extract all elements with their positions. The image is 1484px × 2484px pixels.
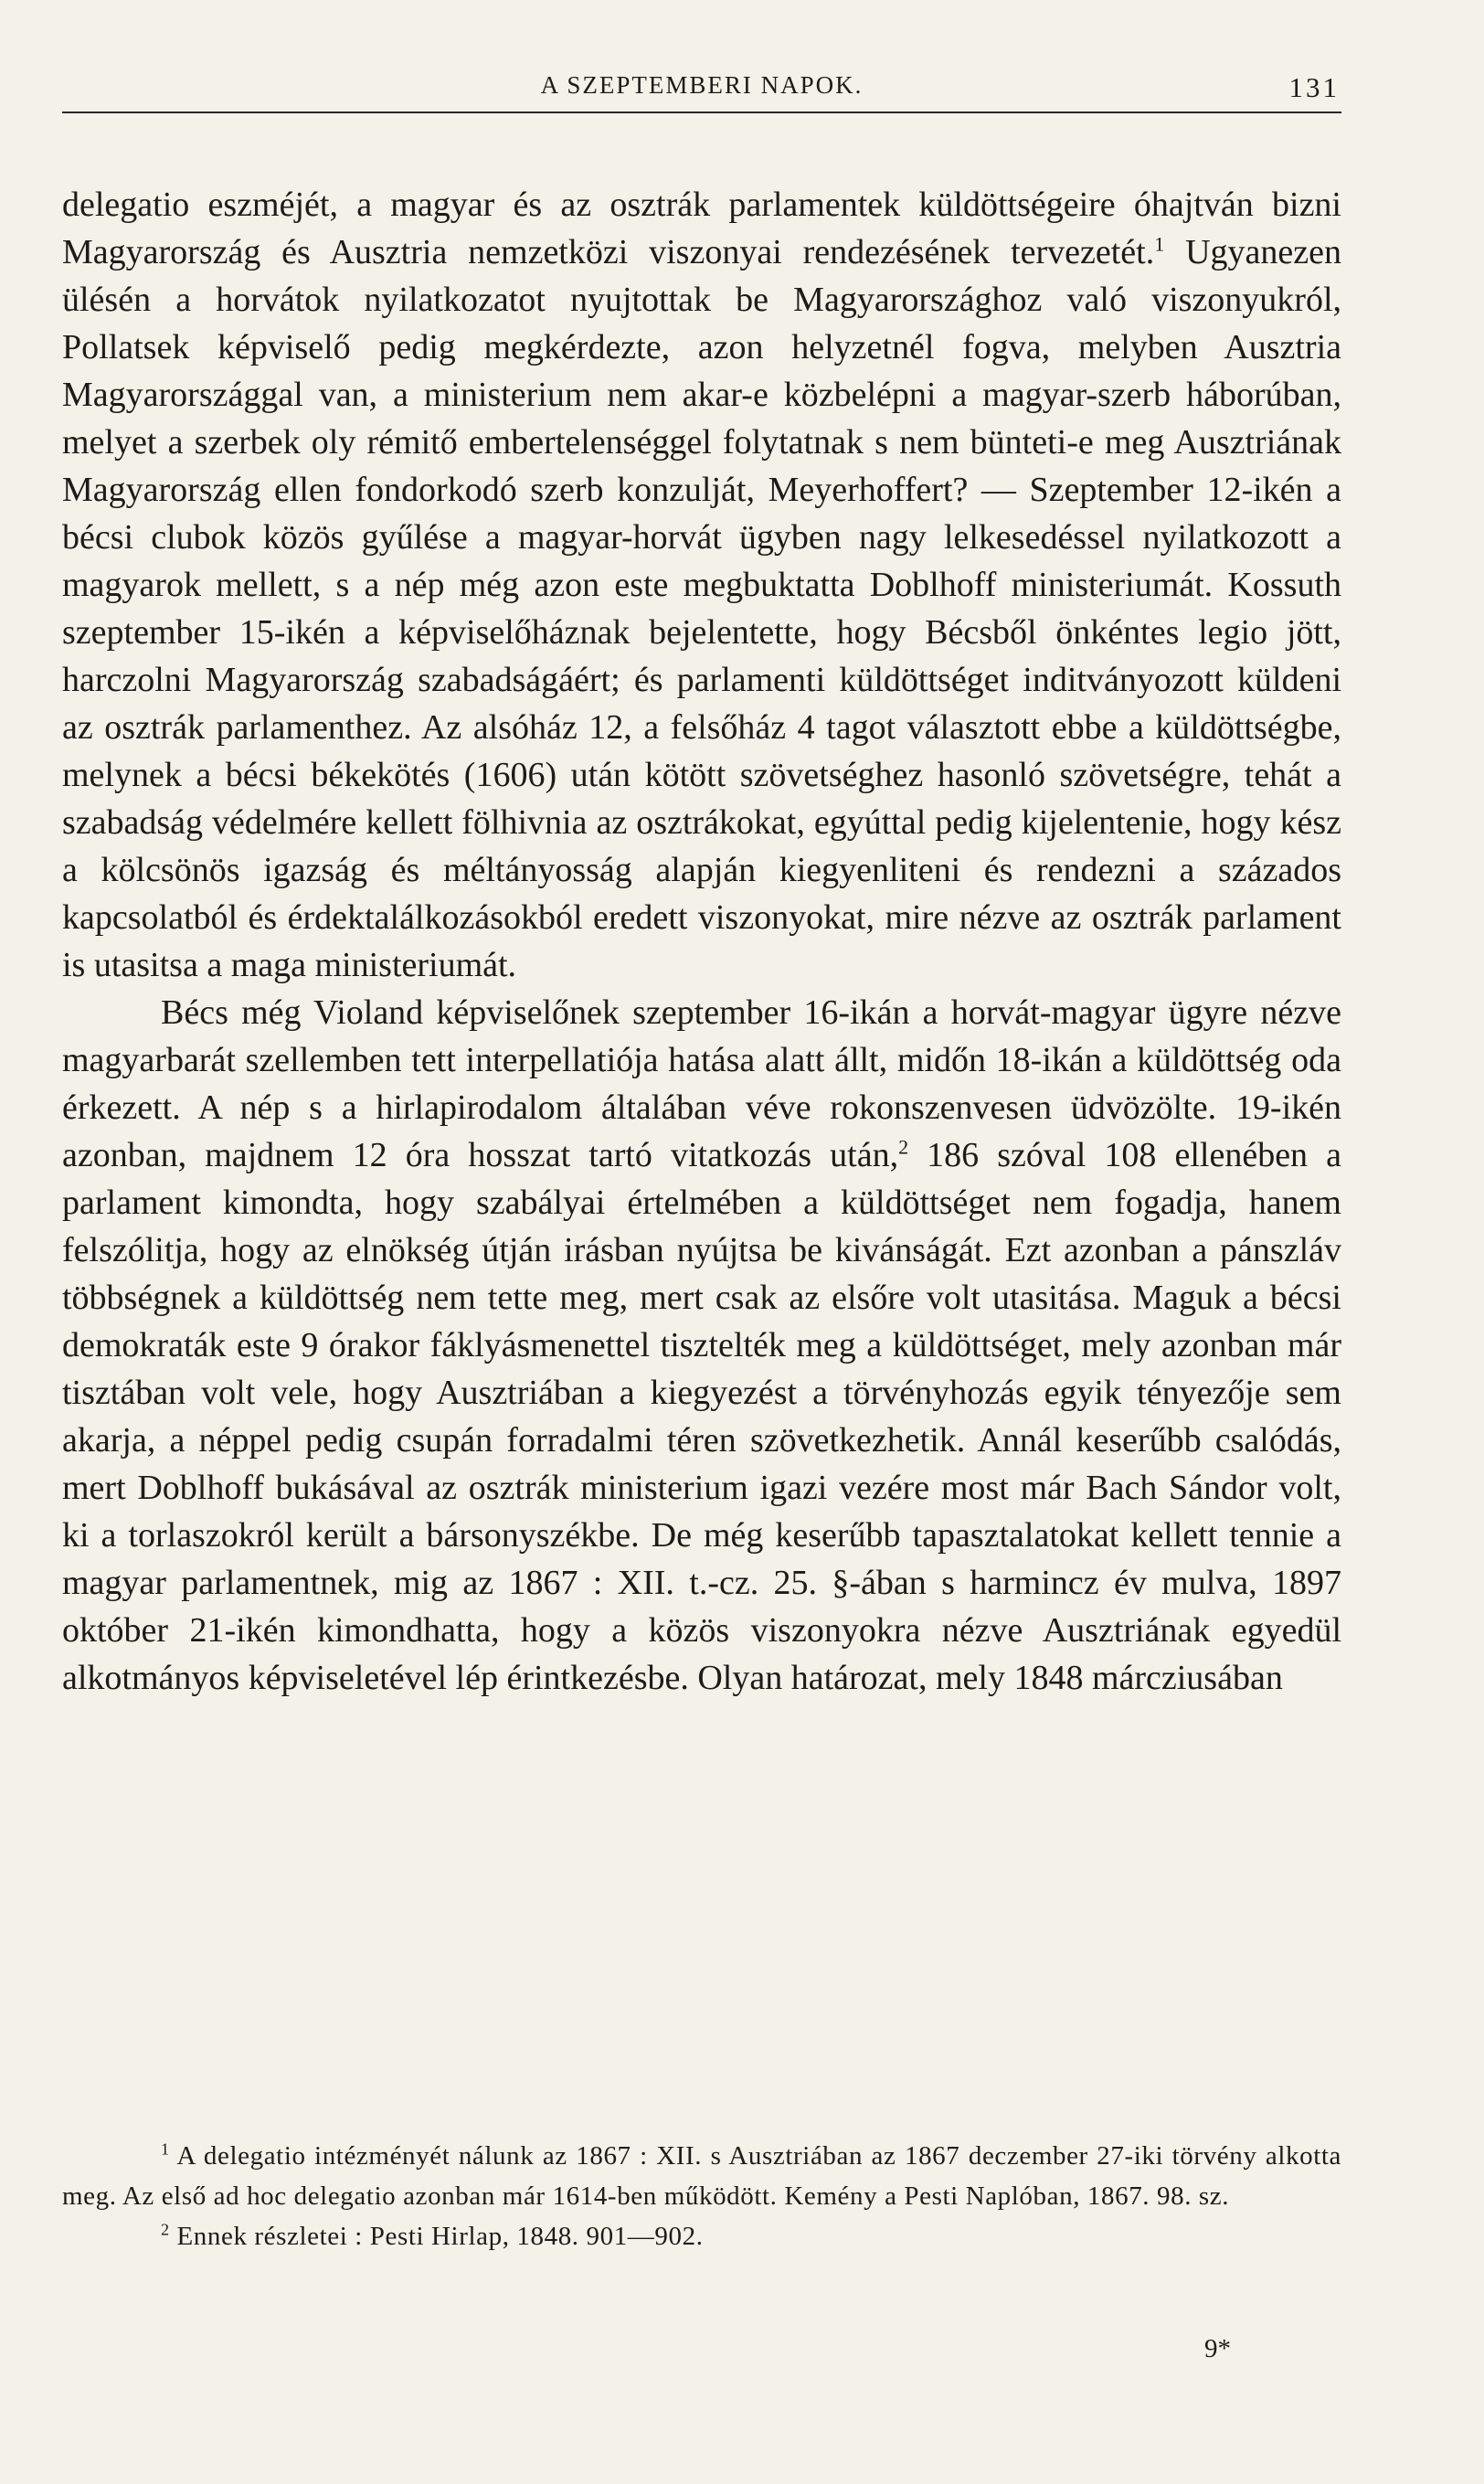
running-title: A SZEPTEMBERI NAPOK.	[540, 71, 864, 99]
paragraph-2-part-2: 186 szóval 108 ellenében a parlament kimondta, hogy szabályai értelmében a küldöttséget nem fogadja, hanem felszólitja, hogy az elnökség útján irásban nyújtsa be kivánságát. Ezt azonban a pánszláv többségnek a küldöttség nem tette meg, mert csak az elsőre volt utasitása. Maguk a bécsi demokraták este 9 órakor fáklyásmenettel tisztelték meg a küldöttséget, mely azonban már tisztában volt vele, hogy Ausztriában a kiegyezést a törvényhozás egyik tényezője sem akarja, a néppel pedig csupán forradalmi téren szövetkezhetik. Annál keserűbb csalódás, mert Doblhoff bukásával az osztrák ministerium igazi vezére most már Bach Sándor volt, ki a torlaszokról került a bársonyszékbe. De még keserűbb tapasztalatokat kellett tennie a magyar parlamentnek, mig az 1867 : XII. t.-cz. 25. §-ában s harmincz év mulva, 1897 október 21-ikén kimondhatta, hogy a közös viszonyokra nézve Ausztriának egyedül alkotmányos képviseletével lép érintkezésbe. Olyan határozat, mely 1848 márcziusában	[62, 1136, 1341, 1697]
paragraph-1	[62, 181, 1341, 989]
footnote-2-mark: 2	[161, 2220, 170, 2239]
footnote-2	[62, 2216, 1341, 2256]
footnote-ref-2: 2	[898, 1135, 909, 1159]
paragraph-1-part-2: Ugyanezen ülésén a horvátok nyilatkozatot nyujtottak be Magyarországhoz való viszonyukról, Pollatsek képviselő pedig megkérdezte, azon helyzetnél fogva, melyben Ausztria Magyarországgal van, a ministerium nem akar-e közbelépni a magyar-szerb háborúban, melyet a szerbek oly rémitő embertelenséggel folytatnak s nem bünteti-e meg Ausztriának Magyarország ellen fondorkodó szerb konzulját, Meyerhoffert? — Szeptember 12-ikén a bécsi clubok közös gyűlése a magyar-horvát ügyben nagy lelkesedéssel nyilatkozott a magyarok mellett, s a nép még azon este megbuktatta Doblhoff ministeriumát. Kossuth szeptember 15-ikén a képviselőháznak bejelentette, hogy Bécsből önkéntes legio jött, harczolni Magyarország szabadságáért; és parlamenti küldöttséget inditványozott küldeni az osztrák parlamenthez. Az alsóház 12, a felsőház 4 tagot választott ebbe a küldöttségbe, melynek a bécsi békekötés (1606) után kötött szövetséghez hasonló szövetségre, tehát a szabadság védelmére kellett fölhivnia az osztrákokat, egyúttal pedig kijelentenie, hogy kész a kölcsönös igazság és méltányosság alapján kiegyenliteni és rendezni a százados kapcsolatból és érdektalálkozásokból eredett viszonyokat, mire nézve az osztrák parlament is utasitsa a maga ministeriumát.	[62, 233, 1341, 984]
page-header	[62, 71, 1341, 113]
paragraph-1-part-1: delegatio eszméjét, a magyar és az osztrák parlamentek küldöttségeire óhajtván bizni Magyarország és Ausztria nemzetközi viszonyai rendezésének tervezetét.	[62, 186, 1341, 271]
footnote-2-text: Ennek részletei : Pesti Hirlap, 1848. 901—902.	[169, 2222, 704, 2251]
signature-mark: 9*	[1204, 2334, 1231, 2363]
footnote-1-mark: 1	[161, 2139, 170, 2159]
footnote-1	[62, 2136, 1341, 2216]
footnote-ref-1: 1	[1154, 232, 1165, 256]
paragraph-2	[62, 989, 1341, 1702]
page-number: 131	[1288, 71, 1340, 103]
paragraph-2-part-1: Bécs még Violand képviselőnek szeptember 16-ikán a horvát-magyar ügyre nézve magyarbarát szellemben tett interpellatiója hatása alatt állt, midőn 18-ikán a küldöttség oda érkezett. A nép s a hirlapirodalom általában véve rokonszenvesen üdvözölte. 19-ikén azonban, majdnem 12 óra hosszat tartó vitatkozás után,	[62, 993, 1341, 1174]
main-text	[62, 181, 1341, 1702]
footnote-1-text: A delegatio intézményét nálunk az 1867 : XII. s Ausztriában az 1867 deczember 27-iki törvény alkotta meg. Az első ad hoc delegatio azonban már 1614-ben működött. Kemény a Pesti Naplóban, 1867. 98. sz.	[62, 2141, 1341, 2211]
footnotes	[62, 2136, 1341, 2256]
